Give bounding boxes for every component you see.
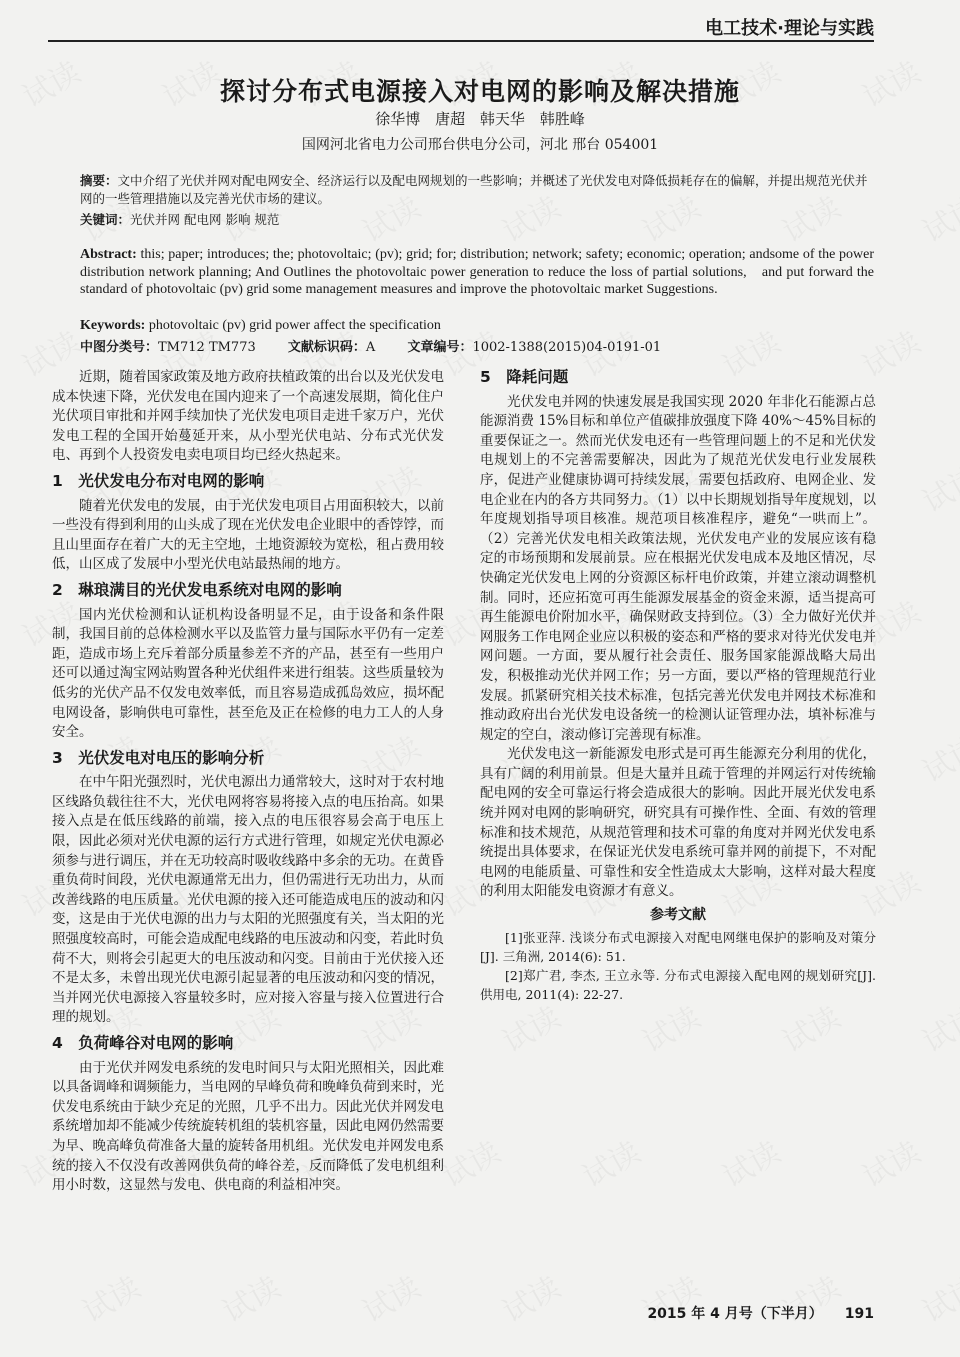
abstract-en-label: Abstract: [80,247,137,262]
section-heading: 4 负荷峰谷对电网的影响 [52,1034,234,1052]
author-name: 韩天华 [479,110,525,128]
article-title: 探讨分布式电源接入对电网的影响及解决措施 [219,77,740,106]
body-paragraph: 光伏发电这一新能源发电形式是可再生能源充分利用的优化，具有广阔的利用前景。但是大量并且疏于管理的并网运行对传统输配电网的安全可靠运行将会造成很大的影响。因此开展光伏发电系统并网对电网的影响研究，研究具有可操作性、全面、有效的管理标准和技术规范，从规范管理和技术可靠的角度对并网光伏发电系统提出具体要求，在保证光伏发电系统可靠并网的前提下，不对配电网的电能质量、可靠性和安全性造成太大影响，这样对最大程度的利用太阳能发电资源才有意义。 [480,746,876,900]
author-name: 徐华博 [375,110,421,128]
watermark-text [913,1263,960,1331]
watermark-text [213,1263,287,1331]
author-affiliation: 国网河北省电力公司邢台供电分公司，河北 邢台 054001 [301,137,659,153]
body-paragraph: 国内光伏检测和认证机构设备明显不足，由于设备和条件限制，我国目前的总体检测水平以及监管力量与国际水平仍有一定差距，造成市场上充斥着部分质量参差不齐的产品，甚至有一些用户还可以通过淘宝网站购置各种光伏组件来进行组装。这些质量较为低劣的光伏产品不仅发电效率低，而且容易造成孤岛效应，损坏配电网设备，影响供电可靠性，甚至危及正在检修的电力工人的人身安全。 [52,606,444,741]
article-number-value: 1002-1388(2015)04-0191-01 [472,340,662,355]
left-column [52,368,444,1196]
page-number: 191 [844,1306,874,1322]
body-paragraph: 随着光伏发电的发展，由于光伏发电项目占用面积较大，以前一些没有得到利用的山头成了现在光伏发电企业眼中的香饽饽，而且山里面存在着广大的无主空地，土地资源较为宽松，租占费用较低，山区成了发展中小型光伏电站最热闹的地方。 [52,497,444,573]
issue-label: 2015 年 4 月号（下半月） [647,1306,823,1322]
classification-line [80,336,874,355]
keywords-en-label: Keywords: [80,318,146,333]
english-abstract [80,246,874,299]
watermark-text [913,183,960,251]
watermark-text [493,1263,567,1331]
journal-section-header: 电工技术·理论与实践 [705,18,874,39]
watermark-text [573,1128,647,1196]
watermark-text [433,1128,507,1196]
english-keywords [80,318,874,334]
section-heading: 3 光伏发电对电压的影响分析 [52,748,265,767]
clc-value: TM712 TM773 [158,340,256,355]
body-paragraph: 在中午阳光强烈时，光伏电源出力通常较大，这时对于农村地区线路负载往往不大，光伏电网将容易将接入点的电压抬高。如果接入点是在低压线路的前端，接入点的电压很容易会高于电压上限，因此必须对光伏电源的运行方式进行管理，如规定光伏电源必须参与进行调压，并在无功较高时吸收线路中多余的无功。在黄昏重负荷时间段，光伏电源通常无出力，但仍需进行无功出力，从而改善线路的电压质量。光伏电源的接入还可能造成电压的波动和闪变，这是由于光伏电源的出力与太阳的光照强度有关，当太阳的光照强度较高时，可能会造成配电线路的电压波动和闪变，若此时负荷不大，则将会引起更大的电压波动和闪变。目前由于光伏接入还不是太多，未曾出现光伏电源引起显著的电压波动和闪变的情况，当并网光伏电源接入容量较多时，应对接入容量与接入位置进行合理的规划。 [52,774,444,1026]
header-rule [48,40,874,42]
watermark-text [913,723,960,791]
abstract-label: 摘要： [80,173,118,188]
watermark-text [853,1128,927,1196]
article-authors [0,108,960,129]
section-heading: 5 降耗问题 [480,368,569,386]
intro-paragraph: 近期，随着国家政策及地方政府扶植政策的出台以及光伏发电成本快速下降，光伏发电在国内迎来了一个高速发展期，简化住户光伏项目审批和并网手续加快了光伏发电项目走进千家万户，光伏发电工程的全国开始蔓延开来，从小型光伏电站、分布式光伏发电、再到个人投资发电卖电项目均已经火热起来。 [52,369,444,464]
author-name: 韩胜峰 [539,110,585,128]
abstract-text: 文中介绍了光伏并网对配电网安全、经济运行以及配电网规划的一些影响；并概述了光伏发电对降低损耗存在的偏解，并提出规范光伏并网的一些管理措施以及完善光伏市场的建议。 [80,173,868,206]
reference-item: [1]张亚萍. 浅谈分布式电源接入对配电网继电保护的影响及对策分[J]. 三角洲, 2014(6): 51. [480,929,876,964]
doc-code-label: 文献标识码： [287,340,366,355]
page-footer [647,1303,874,1323]
references-heading: 参考文献 [650,907,706,924]
article-number-label: 文章编号： [407,340,473,355]
right-column [480,368,876,1004]
section-heading: 2 琳琅满目的光伏发电系统对电网的影响 [52,580,342,599]
chinese-keywords [80,210,874,228]
author-name: 唐超 [435,110,466,128]
clc-label: 中图分类号： [80,340,159,355]
section-heading: 1 光伏发电分布对电网的影响 [52,471,265,490]
watermark-text [913,453,960,521]
keywords-label: 关键词： [80,212,131,227]
abstract-en-text: this; paper; introduces; the; photovoltaic; (pv); grid; for; distribution; network; safety; economic; operation; andsome of the power distribution network planning; And Outlines the photovoltaic power generation to reduce the loss of partial solutions, and put forward the standard of photovoltaic (pv) grid some management measures and improve the photovoltaic market Suggestions. [80,247,874,297]
keywords-text: 光伏并网 配电网 影响 规范 [130,212,280,227]
body-paragraph: 光伏发电并网的快速发展是我国实现 2020 年非化石能源占总能源消费 15%目标和单位产值碳排放强度下降 40%～45%目标的重要保证之一。然而光伏发电还有一些管理问题上的不足和光伏发电规划上的不完善需要解决，因此为了规范光伏发电行业发展秩序，促进产业健康协调可持续发展，需要包括政府、电网企业、发电企业在内的各方共同努力。（1）以中长期规划指导年度规划，以年度规划指导项目核准。规范项目核准程序，避免“一哄而上”。（2）完善光伏发电相关政策法规，光伏发电产业的发展应该有稳定的市场预期和发展前景。应在根据光伏发电成本及地区情况，尽快确定光伏发电上网的分资源区标杆电价政策，并建立滚动调整机制。同时，还应拓宽可再生能源发展基金的资金来源，适当提高可再生能源电价附加水平，确保财政支持到位。（3）全力做好光伏并网服务工作电网企业应以积极的姿态和严格的要求对待光伏发电并网问题。一方面，要从履行社会责任、服务国家能源战略大局出发，积极推动光伏并网工作；另一方面，要以严格的管理规范行业发展。抓紧研究相关技术标准，包括完善光伏发电并网技术标准和推动政府出台光伏发电设备统一的检测认证管理办法，填补标准与规定的空白，滚动修订完善现有标准。 [480,393,876,743]
watermark-text [73,1263,147,1331]
reference-item: [2]郑广君, 李杰, 王立永等. 分布式电源接入配电网的规划研究[J]. 供用电, 2011(4): 22-27. [480,967,876,1002]
chinese-abstract [80,172,874,208]
keywords-en-text: photovoltaic (pv) grid power affect the specification [148,318,441,333]
watermark-text [353,1263,427,1331]
body-paragraph: 由于光伏并网发电系统的发电时间只与太阳光照相关，因此难以具备调峰和调频能力，当电网的早峰负荷和晚峰负荷到来时，光伏发电系统由于缺少充足的光照，几乎不出力。因此光伏并网发电系统增加却不能减少传统旋转机组的装机容量，因此电网仍然需要为早、晚高峰负荷准备大量的旋转备用机组。光伏发电并网发电系统的接入不仅没有改善网供负荷的峰谷差，反而降低了发电机组利用小时数，这显然与发电、供电商的利益相冲突。 [52,1059,444,1194]
watermark-text [713,1128,787,1196]
doc-code-value: A [365,340,376,355]
watermark-text [913,993,960,1061]
